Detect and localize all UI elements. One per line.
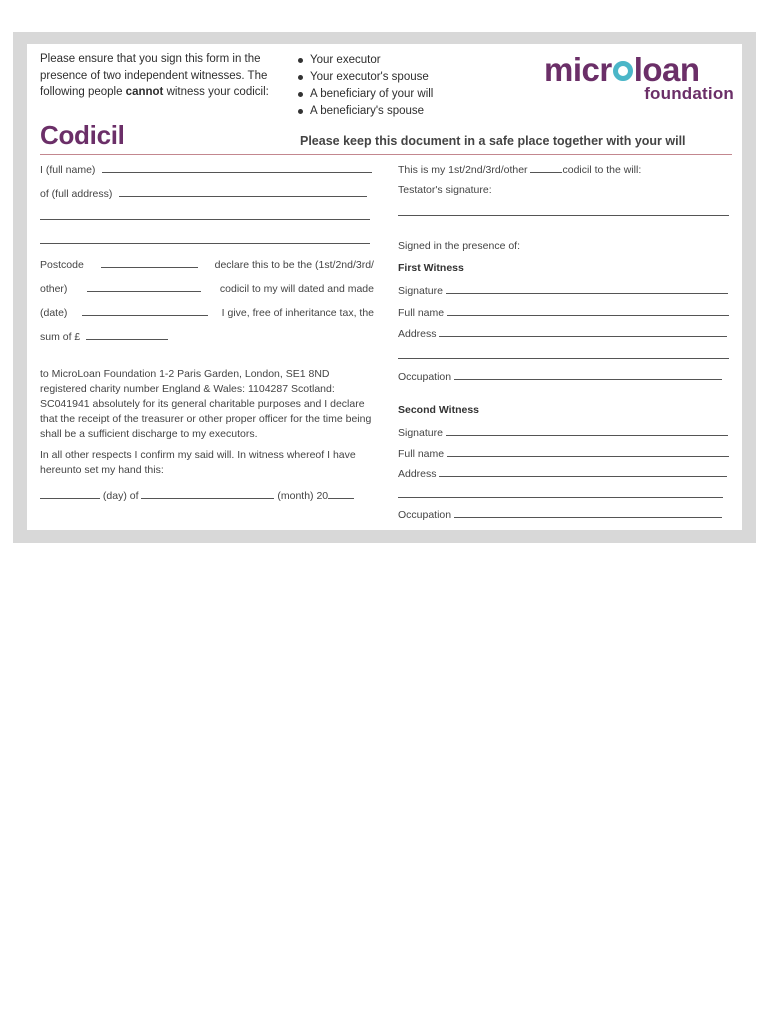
second-witness-name-label: Full name (398, 448, 445, 460)
codicil-form (27, 44, 742, 530)
logo-text-start: micr (544, 51, 612, 88)
second-witness-occupation-field[interactable] (454, 507, 722, 518)
first-witness-signature-field[interactable] (446, 283, 728, 294)
list-item: Your executor (297, 52, 433, 69)
microloan-logo (544, 52, 736, 108)
address-field-2[interactable] (40, 209, 370, 220)
page-title: Codicil (40, 120, 125, 150)
month-label: (month) 20 (277, 490, 329, 502)
first-witness-occupation-label: Occupation (398, 371, 452, 383)
charity-clause: to MicroLoan Foundation 1-2 Paris Garden, London, SE1 8ND registered charity number England & Wales: 1104287 Scotland: SC041941 absolutely for its general charitable purposes and I declare that the receipt of the treasurer or other proper officer for the time being shall be a sufficient discharge to my executors. (40, 368, 372, 440)
sum-field[interactable] (86, 329, 168, 340)
full-name-field[interactable] (102, 162, 372, 173)
codicil-text: codicil to my will dated and made (219, 283, 374, 295)
list-item: A beneficiary of your will (297, 86, 433, 103)
excluded-witness-list (297, 52, 433, 120)
safekeeping-note: Please keep this document in a safe place together with your will (300, 134, 686, 148)
address-field-1[interactable] (119, 186, 367, 197)
address-field-3[interactable] (40, 233, 370, 244)
codicil-to-label: codicil to the will: (562, 164, 642, 176)
declare-text: declare this to be the (1st/2nd/3rd/ (214, 259, 374, 271)
second-witness-address-field-2[interactable] (398, 487, 723, 498)
list-item: Your executor's spouse (297, 69, 433, 86)
first-witness-address-field-2[interactable] (398, 348, 729, 359)
first-witness-heading: First Witness (398, 262, 464, 274)
second-witness-heading: Second Witness (398, 404, 480, 416)
divider (40, 154, 732, 155)
postcode-field[interactable] (101, 257, 198, 268)
sum-label: sum of £ (40, 331, 81, 343)
date-label: (date) (40, 307, 68, 319)
second-witness-address-label: Address (398, 468, 437, 480)
form-background (13, 32, 756, 543)
second-witness-signature-field[interactable] (446, 425, 728, 436)
second-witness-signature-label: Signature (398, 427, 443, 439)
give-text: I give, free of inheritance tax, the (221, 307, 374, 319)
list-item: A beneficiary's spouse (297, 103, 433, 120)
instructions-emphasis: cannot (125, 86, 164, 98)
codicil-number-field[interactable] (87, 281, 201, 292)
logo-subtitle: foundation (644, 84, 734, 103)
month-field[interactable] (141, 488, 274, 499)
first-witness-address-field-1[interactable] (439, 326, 727, 337)
postcode-label: Postcode (40, 259, 84, 271)
confirm-clause: In all other respects I confirm my said will. In witness whereof I have hereunto set my hand this: (40, 449, 356, 476)
presence-label: Signed in the presence of: (398, 240, 521, 252)
first-witness-name-field[interactable] (447, 305, 729, 316)
first-witness-address-label: Address (398, 328, 437, 340)
day-label: (day) of (102, 490, 139, 502)
year-field[interactable] (328, 488, 354, 499)
witness-instructions (40, 51, 275, 101)
logo-circle-icon (613, 61, 633, 81)
address-label: of (full address) (40, 188, 113, 200)
testator-signature-field[interactable] (398, 205, 729, 216)
logo-text-end: loan (633, 51, 700, 88)
instructions-text: Please ensure that you sign this form in the presence of two independent witnesses. The following people (40, 53, 268, 98)
other-label: other) (40, 283, 68, 295)
first-witness-signature-label: Signature (398, 285, 443, 297)
will-date-field[interactable] (82, 305, 208, 316)
second-witness-address-field-1[interactable] (439, 466, 727, 477)
second-witness-occupation-label: Occupation (398, 509, 452, 521)
full-name-label: I (full name) (40, 164, 96, 176)
first-witness-occupation-field[interactable] (454, 369, 722, 380)
day-field[interactable] (40, 488, 100, 499)
second-witness-name-field[interactable] (447, 446, 729, 457)
testator-signature-label: Testator's signature: (398, 184, 492, 196)
codicil-ordinal-field[interactable] (530, 162, 562, 173)
first-witness-name-label: Full name (398, 307, 445, 319)
this-is-label: This is my 1st/2nd/3rd/other (398, 164, 528, 176)
instructions-text-end: witness your codicil: (163, 86, 269, 98)
